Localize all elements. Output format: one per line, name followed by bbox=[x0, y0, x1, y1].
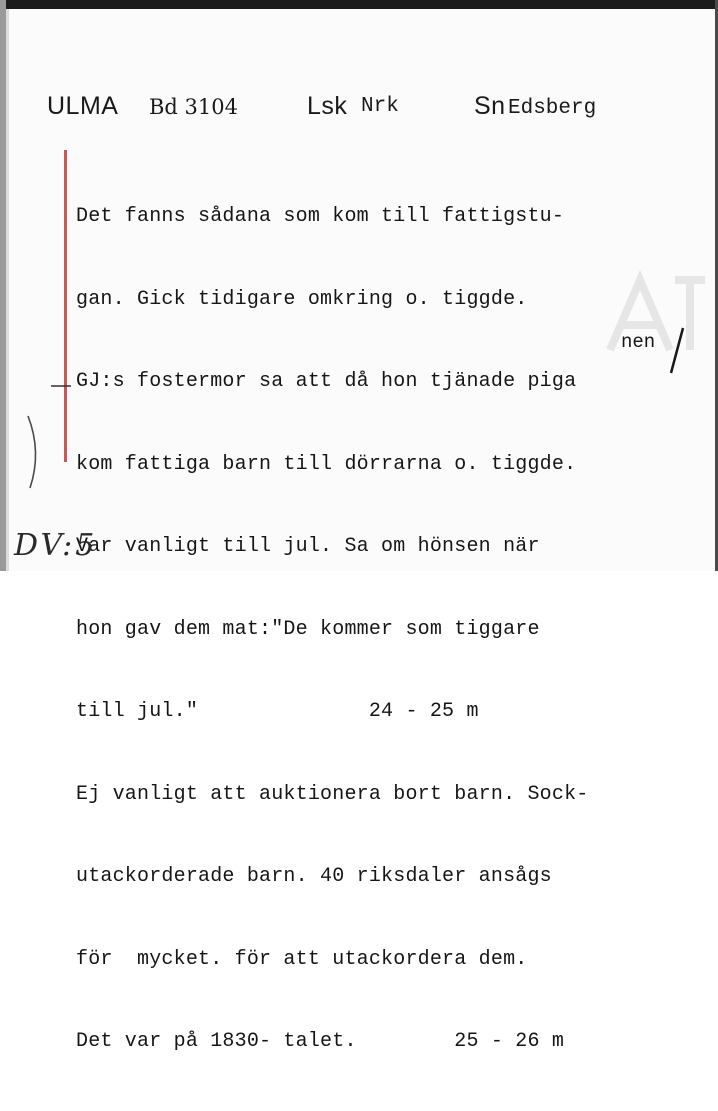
text-line: Ej vanligt att auktionera bort barn. Sock- bbox=[76, 782, 589, 806]
text-line: till jul." 24 - 25 m bbox=[76, 700, 479, 723]
record-text bbox=[76, 148, 588, 1111]
handwritten-signature: DV:5 bbox=[14, 528, 98, 563]
lsk-label: Lsk bbox=[307, 92, 348, 120]
card-top-edge bbox=[0, 0, 718, 9]
red-margin-rule bbox=[64, 150, 67, 462]
insertion-tick-mark bbox=[50, 380, 72, 392]
archive-label: ULMA bbox=[47, 92, 119, 120]
sn-value: Edsberg bbox=[508, 97, 597, 120]
text-line: Det var på 1830- talet. 25 - 26 m bbox=[76, 1030, 565, 1053]
text-line: gan. Gick tidigare omkring o. tiggde. bbox=[76, 287, 528, 311]
card-left-shadow bbox=[6, 9, 9, 571]
text-line: för mycket. för att utackordera dem. bbox=[76, 947, 528, 971]
insertion-slash-mark bbox=[666, 325, 686, 377]
text-line: utackorderade barn. 40 riksdaler ansågs bbox=[76, 865, 552, 888]
text-line: GJ:s fostermor sa att då hon tjänade piga bbox=[76, 370, 577, 393]
lsk-value: Nrk bbox=[361, 95, 399, 118]
archive-number: Bd 3104 bbox=[149, 95, 238, 119]
margin-note: nen bbox=[621, 331, 656, 353]
sn-label: Sn bbox=[474, 92, 506, 120]
text-line: hon gav dem mat:"De kommer som tiggare bbox=[76, 617, 540, 641]
text-line: kom fattiga barn till dörrarna o. tiggde. bbox=[76, 452, 577, 476]
text-line: Det fanns sådana som kom till fattigstu- bbox=[76, 205, 565, 228]
margin-bracket-mark bbox=[24, 412, 44, 492]
text-line: Var vanligt till jul. Sa om hönsen när bbox=[76, 535, 540, 558]
